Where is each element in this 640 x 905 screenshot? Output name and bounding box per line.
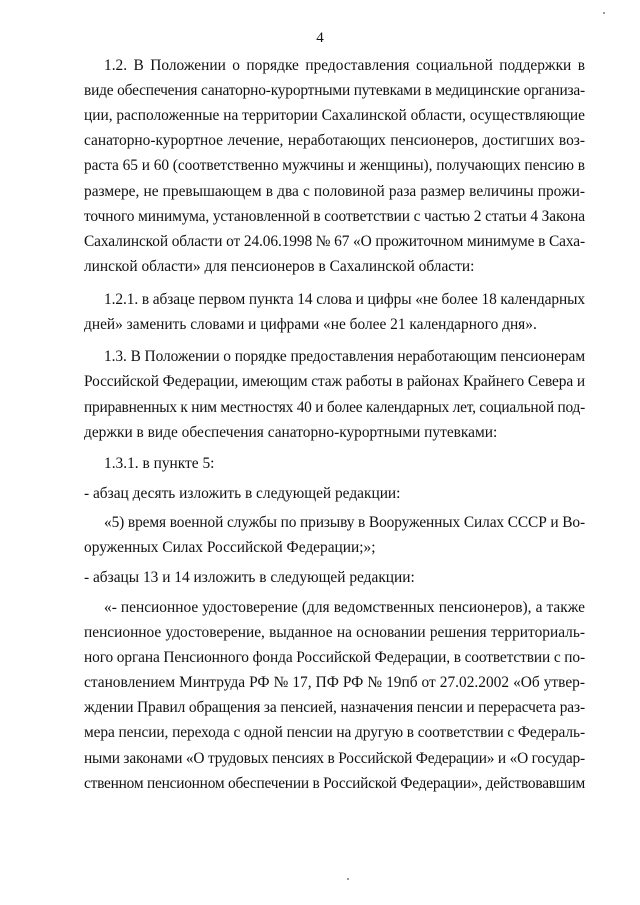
text-line: становлением Минтруда РФ № 17, ПФ РФ № 19пб от 27.02.2002 «Об утвер- xyxy=(84,674,585,691)
text-line: виде обеспечения санаторно-курортными путевками в медицинские организа- xyxy=(84,82,585,99)
text-line: - абзацы 13 и 14 изложить в следующей редакции: xyxy=(84,569,415,586)
page-number: 4 xyxy=(316,30,324,46)
text-line: ными законами «О трудовых пенсиях в Российской Федерации» и «О государ- xyxy=(84,750,585,767)
text-line: Российской Федерации, имеющим стаж работы в районах Крайнего Севера и xyxy=(84,373,585,390)
text-line: 1.3. В Положении о порядке предоставления неработающим пенсионерам xyxy=(104,348,585,365)
scan-speck xyxy=(347,878,349,880)
text-line: ного органа Пенсионного фонда Российской Федерации, в соответствии с по- xyxy=(84,649,585,666)
text-line: - абзац десять изложить в следующей редакции: xyxy=(84,485,401,502)
text-line: приравненных к ним местностях 40 и более календарных лет, социальной под- xyxy=(84,399,585,416)
text-line: точного минимума, установленной в соответствии с частью 2 статьи 4 Закона xyxy=(84,208,585,225)
text-line: «5) время военной службы по призыву в Вооруженных Силах СССР и Во- xyxy=(104,514,585,531)
text-line: размере, не превышающем в два с половиной раза размер величины прожи- xyxy=(84,183,585,200)
text-line: линской области» для пенсионеров в Сахалинской области: xyxy=(84,258,475,275)
text-line: дней» заменить словами и цифрами «не более 21 календарного дня». xyxy=(84,316,537,333)
text-line: санаторно-курортное лечение, неработающих пенсионеров, достигших воз- xyxy=(84,132,585,149)
text-line: ственном пенсионном обеспечении в Российской Федерации», действовавшим xyxy=(84,775,585,792)
text-line: держки в виде обеспечения санаторно-курортными путевками: xyxy=(84,424,498,441)
scan-speck xyxy=(603,12,605,14)
text-line: «- пенсионное удостоверение (для ведомственных пенсионеров), а также xyxy=(104,599,585,616)
text-line: ции, расположенные на территории Сахалинской области, осуществляющие xyxy=(84,107,585,124)
text-line: оруженных Силах Российской Федерации;»; xyxy=(84,539,376,556)
text-line: 1.2.1. в абзаце первом пункта 14 слова и цифры «не более 18 календарных xyxy=(104,291,586,308)
text-line: пенсионное удостоверение, выданное на основании решения территориаль- xyxy=(84,624,585,641)
text-line: Сахалинской области от 24.06.1998 № 67 «О прожиточном минимуме в Саха- xyxy=(84,233,585,250)
text-line: ждении Правил обращения за пенсией, назначения пенсии и перерасчета раз- xyxy=(84,699,585,716)
text-line: раста 65 и 60 (соответственно мужчины и женщины), получающих пенсию в xyxy=(84,157,585,174)
text-line: 1.2. В Положении о порядке предоставления социальной поддержки в xyxy=(104,57,585,74)
text-line: 1.3.1. в пункте 5: xyxy=(104,455,215,472)
text-line: мера пенсии, перехода с одной пенсии на другую в соответствии с Федераль- xyxy=(84,724,585,741)
